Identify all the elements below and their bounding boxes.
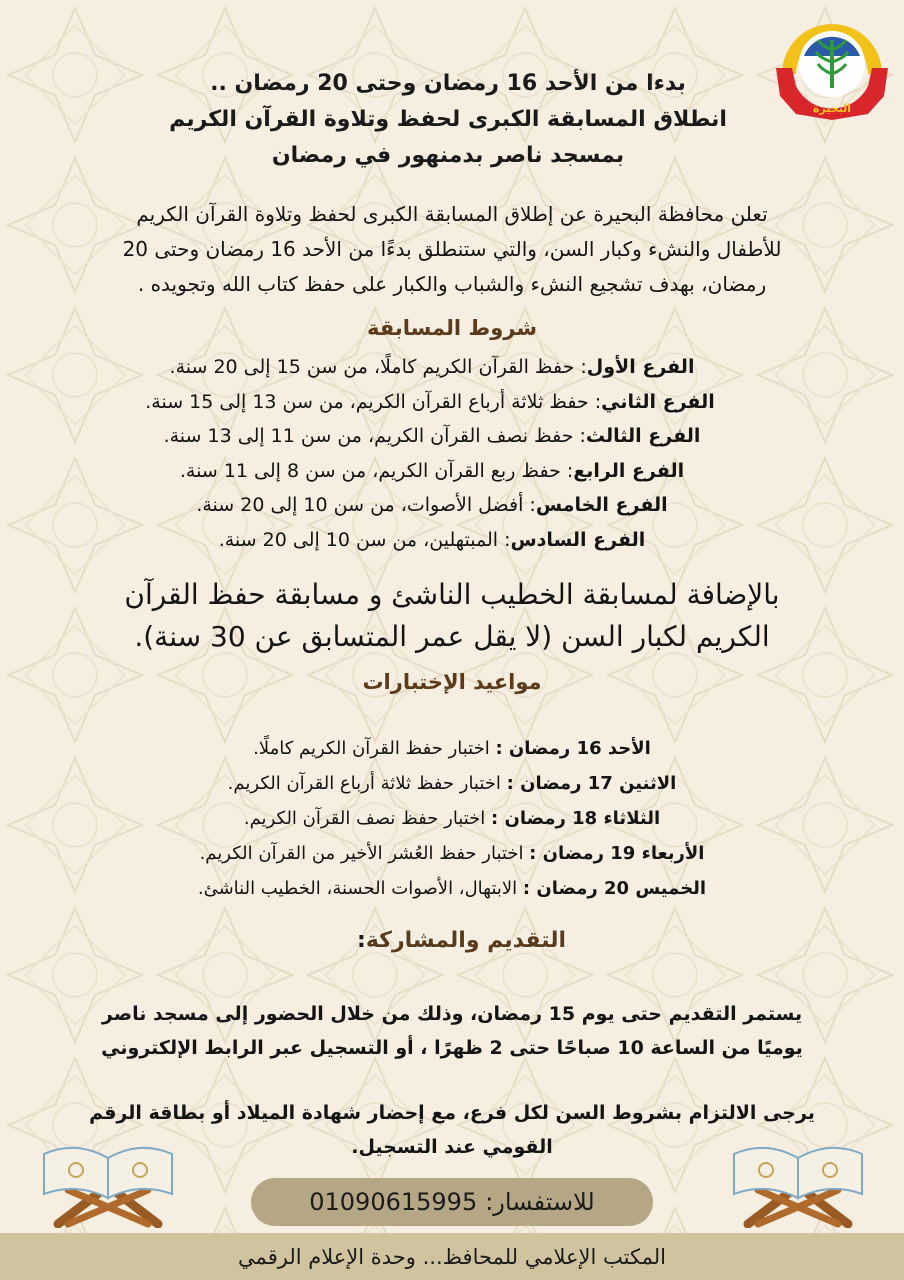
contact-label: للاستفسار: (485, 1188, 595, 1216)
contact-phone[interactable]: 01090615995 (309, 1188, 478, 1216)
extra-competitions (20, 574, 884, 658)
schedule-list (40, 731, 864, 906)
branch-item: الفرع الخامس: أفضل الأصوات، من سن 10 إلى 20 سنة. (196, 494, 668, 516)
logo-text: البحيرة (812, 102, 852, 115)
schedule-title: مواعيد الإختبارات (362, 670, 542, 694)
schedule-item: الخميس 20 رمضان : الابتهال، الأصوات الحسنة، الخطيب الناشئ. (197, 878, 707, 899)
headline-line-3: بمسجد ناصر بدمنهور في رمضان (271, 143, 625, 168)
headline (128, 66, 768, 174)
branches-list (40, 350, 864, 557)
extra-line-1: بالإضافة لمسابقة الخطيب الناشئ و مسابقة حفظ القرآن (124, 578, 780, 611)
schedule-item: الأربعاء 19 رمضان : اختبار حفظ العُشر الأخير من القرآن الكريم. (199, 843, 705, 864)
application-title: التقديم والمشاركة: (357, 928, 566, 953)
notice-line-2: القومي عند التسجيل. (351, 1136, 553, 1158)
application-line-1: يستمر التقديم حتى يوم 15 رمضان، وذلك من خلال الحضور إلى مسجد ناصر (101, 1003, 803, 1025)
governorate-logo (772, 6, 892, 126)
branch-item: الفرع الرابع: حفظ ربع القرآن الكريم، من سن 8 إلى 11 سنة. (179, 459, 685, 482)
quran-stand-left-icon (38, 1128, 178, 1228)
intro-line-3: رمضان، بهدف تشجيع النشء والشباب والكبار على حفظ كتاب الله وتجويده . (137, 272, 767, 296)
intro-paragraph (14, 197, 890, 302)
headline-line-1: بدءا من الأحد 16 رمضان وحتى 20 رمضان .. (210, 71, 686, 96)
intro-line-2: للأطفال والنشء وكبار السن، والتي ستنطلق بدءًا من الأحد 16 رمضان وحتى 20 (122, 237, 782, 261)
conditions-title: شروط المسابقة (366, 316, 538, 340)
extra-line-2: الكريم لكبار السن (لا يقل عمر المتسابق عن 30 سنة). (134, 620, 770, 653)
headline-line-2: انطلاق المسابقة الكبرى لحفظ وتلاوة القرآن الكريم (169, 107, 727, 132)
notice-line-1: يرجى الالتزام بشروط السن لكل فرع، مع إحضار شهادة الميلاد أو بطاقة الرقم (89, 1102, 815, 1124)
schedule-item: الأحد 16 رمضان : اختبار حفظ القرآن الكريم كاملًا. (253, 738, 651, 759)
schedule-item: الثلاثاء 18 رمضان : اختبار حفظ نصف القرآن الكريم. (243, 808, 661, 829)
intro-line-1: تعلن محافظة البحيرة عن إطلاق المسابقة الكبرى لحفظ وتلاوة القرآن الكريم (136, 202, 768, 226)
application-paragraph (14, 997, 890, 1065)
footer-text: المكتب الإعلامي للمحافظ... وحدة الإعلام الرقمي (238, 1244, 666, 1269)
quran-stand-right-icon (728, 1128, 868, 1228)
branch-item: الفرع الثالث: حفظ نصف القرآن الكريم، من سن 11 إلى 13 سنة. (163, 425, 701, 447)
footer-bar (0, 1233, 904, 1280)
branch-item: الفرع الثاني: حفظ ثلاثة أرباع القرآن الكريم، من سن 13 إلى 15 سنة. (145, 390, 715, 413)
branch-item: الفرع السادس: المبتهلين، من سن 10 إلى 20 سنة. (218, 528, 646, 551)
branch-item: الفرع الأول: حفظ القرآن الكريم كاملًا، من سن 15 إلى 20 سنة. (169, 356, 695, 378)
schedule-item: الاثنين 17 رمضان : اختبار حفظ ثلاثة أرباع القرآن الكريم. (227, 773, 677, 794)
contact-pill (251, 1178, 653, 1226)
application-line-2: يوميًا من الساعة 10 صباحًا حتى 2 ظهرًا ، أو التسجيل عبر الرابط الإلكتروني (101, 1037, 803, 1059)
